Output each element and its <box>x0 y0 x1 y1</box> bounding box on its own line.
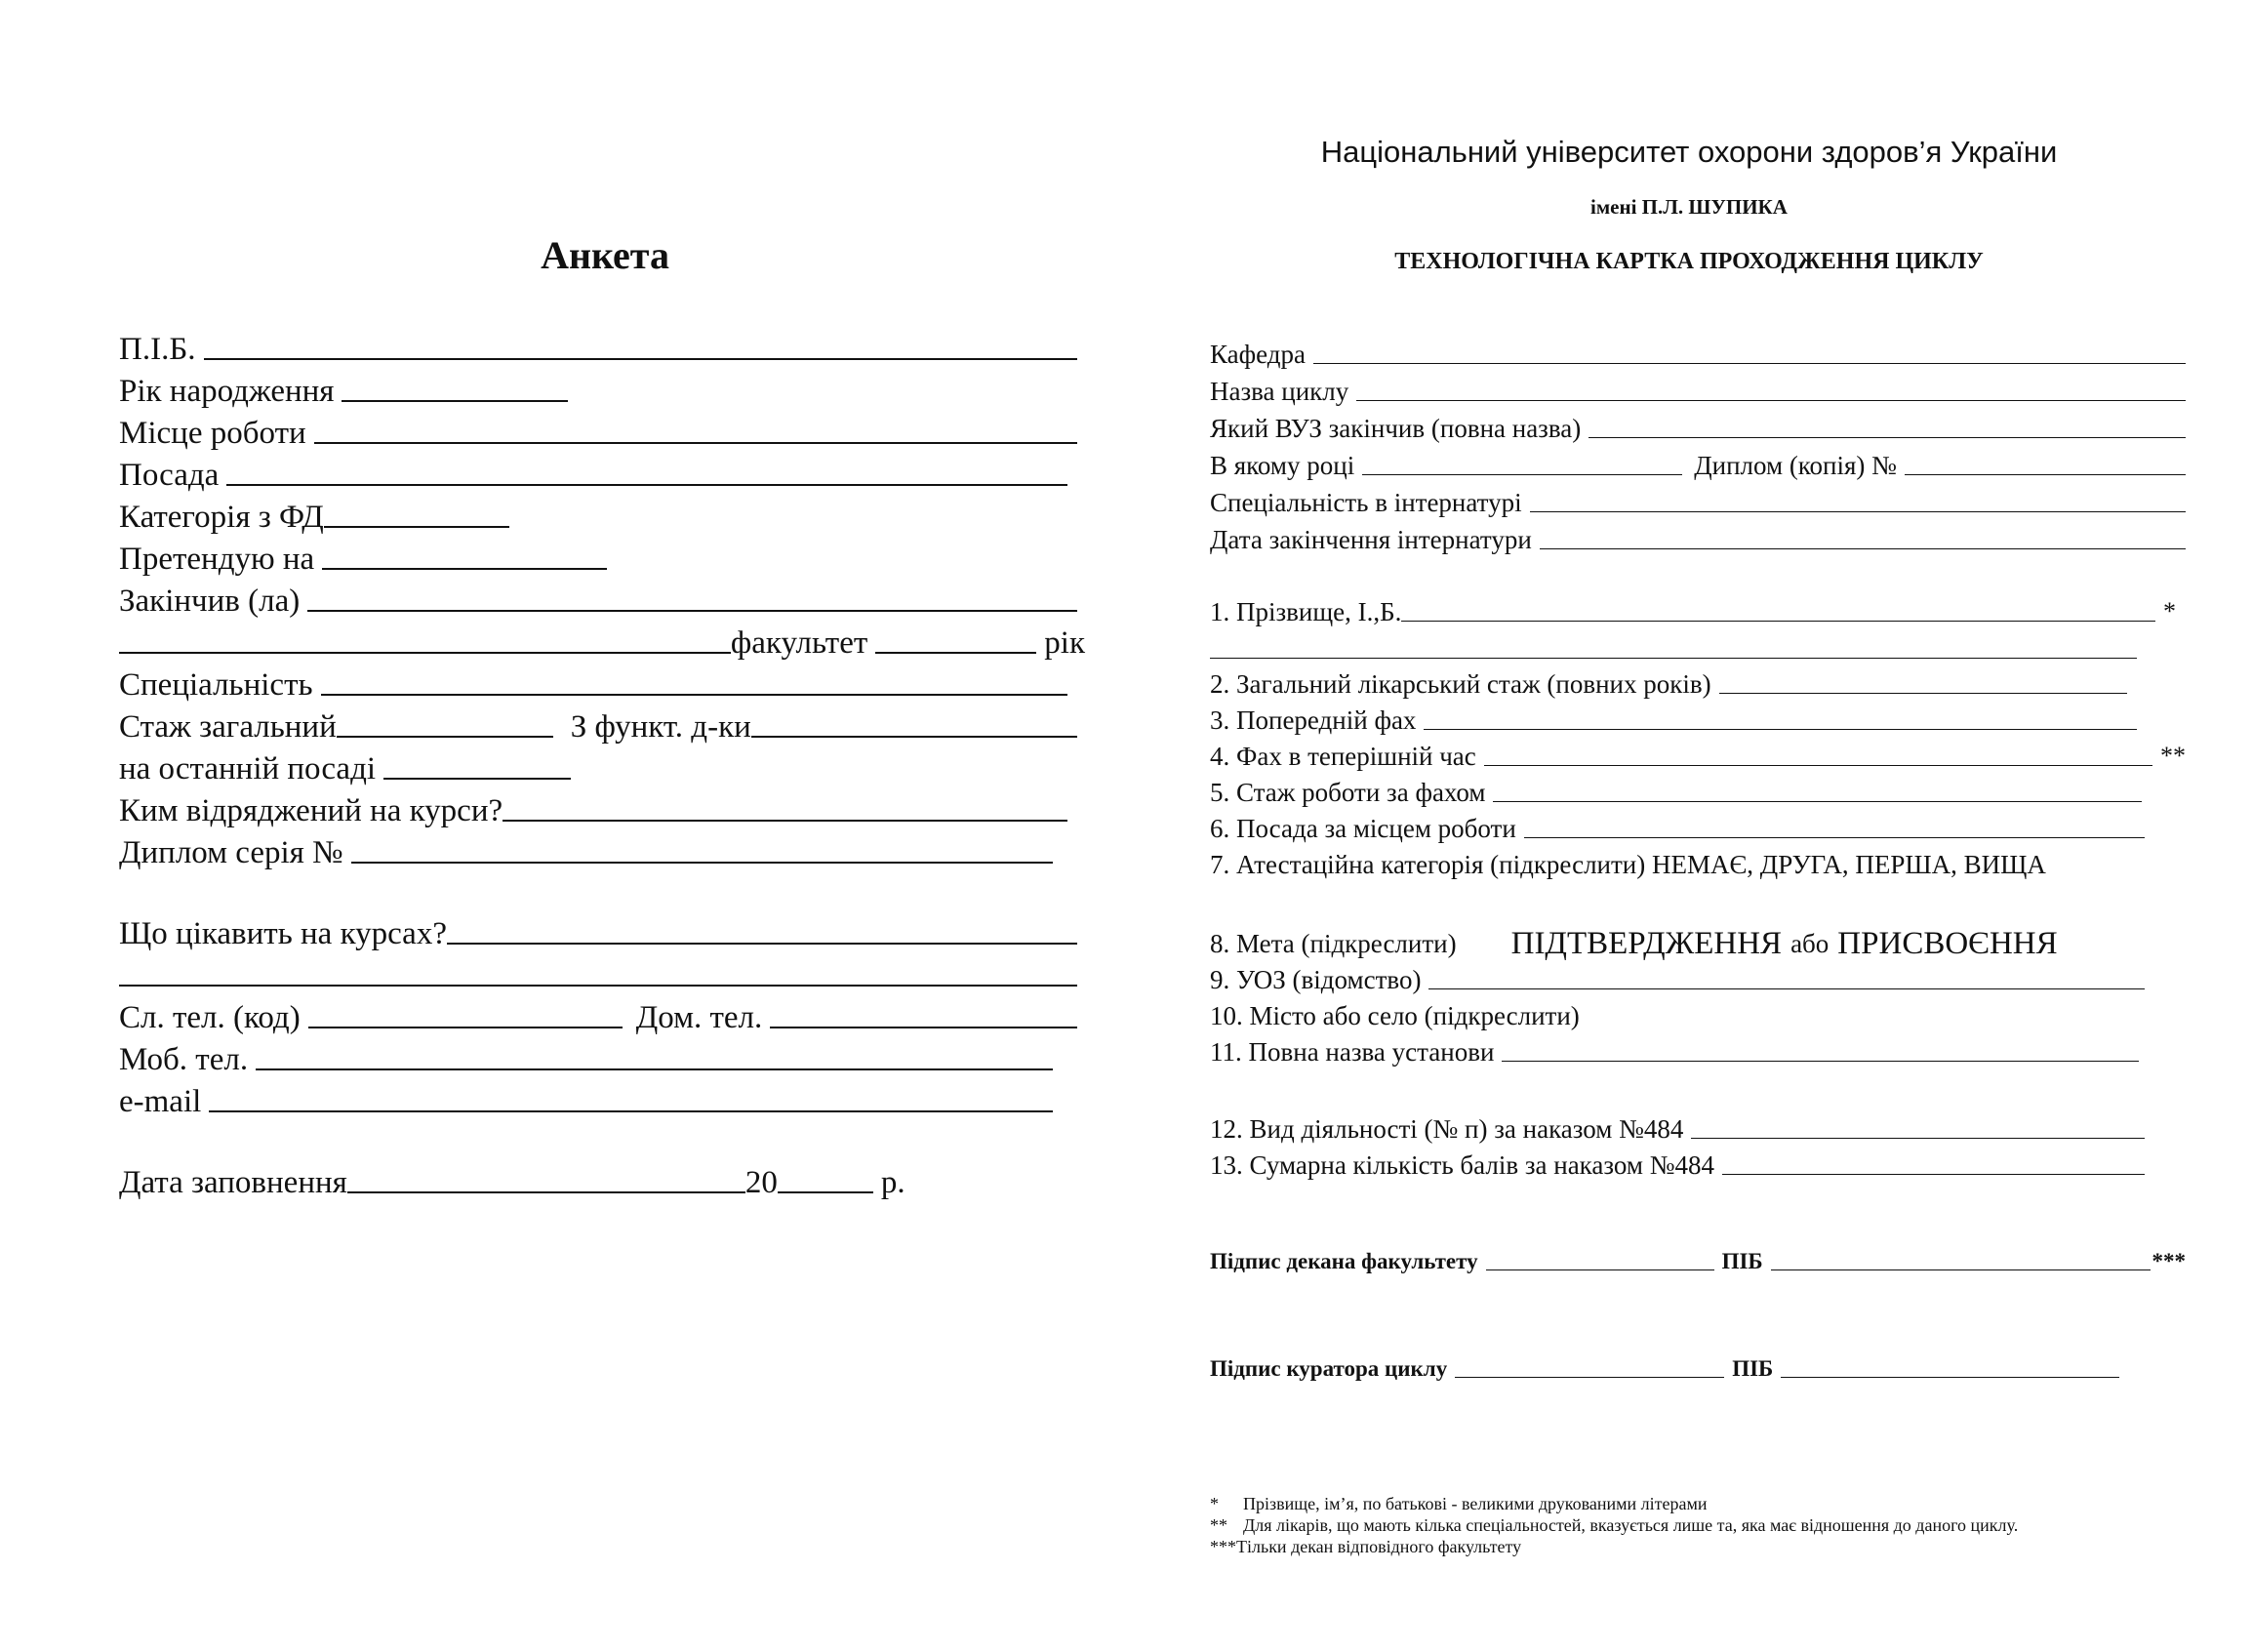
interests-row-2 <box>119 952 1085 995</box>
item-11-row <box>1210 1033 2139 1068</box>
internship-end-label: Дата закінчення інтернатури <box>1210 525 1532 554</box>
interests-field-2[interactable] <box>119 985 1077 987</box>
workplace-field[interactable] <box>314 442 1077 444</box>
dean-mark: *** <box>2151 1249 2186 1273</box>
item-1-row-2 <box>1210 630 2137 665</box>
category-label: Категорія з ФД <box>119 500 324 535</box>
applying-field[interactable] <box>322 568 607 570</box>
birth-year-label: Рік народження <box>119 374 335 409</box>
cycle-name-label: Назва циклу <box>1210 377 1349 406</box>
mobile-field[interactable] <box>256 1068 1053 1070</box>
item-13-label: 13. Сумарна кількість балів за наказом №484 <box>1210 1150 1714 1180</box>
diploma-field[interactable] <box>351 862 1053 864</box>
footnote-1-text: Прізвище, ім’я, по батькові - великими друкованими літерами <box>1243 1494 1708 1513</box>
pib-label: П.І.Б. <box>119 332 196 367</box>
item-2-row <box>1210 665 2127 701</box>
purpose-assign-option[interactable]: ПРИСВОЄННЯ <box>1837 926 2058 961</box>
year-suffix: р. <box>880 1165 905 1200</box>
curator-signature-row <box>1210 1352 2119 1384</box>
faculty-year-field[interactable] <box>875 652 1036 654</box>
grad-year-row <box>1210 447 2186 482</box>
footnote-3-text: Тільки декан відповідного факультету <box>1236 1537 1522 1556</box>
item-9-field[interactable] <box>1428 988 2145 989</box>
item-5-label: 5. Стаж роботи за фахом <box>1210 778 1486 807</box>
graduated-field[interactable] <box>307 610 1077 612</box>
diploma-copy-label: Диплом (копія) № <box>1694 451 1897 480</box>
dean-signature-row <box>1210 1245 2186 1276</box>
item-9-row <box>1210 961 2145 996</box>
internship-end-row <box>1210 521 2186 556</box>
grad-year-label: В якому році <box>1210 451 1355 480</box>
internship-specialty-row <box>1210 484 2186 519</box>
sent-by-field[interactable] <box>503 820 1067 822</box>
work-phone-field[interactable] <box>308 1027 623 1028</box>
item-2-field[interactable] <box>1719 693 2127 694</box>
applying-label: Претендую на <box>119 542 315 577</box>
interests-row <box>119 910 1085 953</box>
department-field[interactable] <box>1313 363 2186 364</box>
footnote-3 <box>1210 1536 2186 1557</box>
email-row <box>119 1078 1061 1121</box>
department-row <box>1210 336 2186 371</box>
mobile-label: Моб. тел. <box>119 1042 249 1077</box>
item-12-label: 12. Вид діяльності (№ п) за наказом №484 <box>1210 1114 1684 1144</box>
curator-signature-field[interactable] <box>1455 1377 1724 1378</box>
footnote-2-text: Для лікарів, що мають кілька спеціальностей, вказується лише та, яка має відношення до даного циклу. <box>1243 1515 2019 1535</box>
internship-specialty-label: Спеціальність в інтернатурі <box>1210 488 1522 517</box>
university-grad-label: Який ВУЗ закінчив (повна назва) <box>1210 414 1582 443</box>
sent-by-row <box>119 787 1075 830</box>
grad-year-field[interactable] <box>1362 474 1682 475</box>
item-8-row <box>1210 925 2186 960</box>
diploma-label: Диплом серія № <box>119 835 343 870</box>
footnote-1 <box>1210 1493 2186 1514</box>
item-7-row <box>1210 846 2186 881</box>
birth-year-field[interactable] <box>342 400 568 402</box>
item-4-row <box>1210 738 2186 773</box>
cycle-name-row <box>1210 373 2186 408</box>
applying-row <box>119 536 1085 579</box>
pib-field[interactable] <box>204 358 1077 360</box>
footnote-1-mark: * <box>1210 1494 1219 1513</box>
item-3-label: 3. Попередній фах <box>1210 705 1417 735</box>
fill-date-field[interactable] <box>347 1191 745 1193</box>
item-9-label: 9. УОЗ (відомство) <box>1210 965 1422 994</box>
item-1-label: 1. Прізвище, І.,Б. <box>1210 597 1402 626</box>
item-4-field[interactable] <box>1484 765 2152 766</box>
graduated-label: Закінчив (ла) <box>119 584 301 619</box>
phones-row <box>119 994 1085 1037</box>
item-10-label: 10. Місто або село (підкреслити) <box>1210 1001 1580 1030</box>
item-1-mark: * <box>2163 597 2176 625</box>
last-position-row <box>119 745 1085 788</box>
item-12-field[interactable] <box>1691 1138 2145 1139</box>
institution-field[interactable] <box>119 652 731 654</box>
item-7-label: 7. Атестаційна категорія (підкреслити) НЕМАЄ, ДРУГА, ПЕРША, ВИЩА <box>1210 850 2046 879</box>
func-exp-label: З функт. д-ки <box>570 709 751 745</box>
home-phone-field[interactable] <box>770 1027 1077 1028</box>
item-5-field[interactable] <box>1493 801 2142 802</box>
experience-row <box>119 704 1085 746</box>
diploma-row <box>119 829 1061 872</box>
item-10-row <box>1210 997 2186 1032</box>
fill-year-field[interactable] <box>778 1191 873 1193</box>
item-1-field-2[interactable] <box>1210 658 2137 659</box>
footnote-3-mark: *** <box>1210 1537 1236 1556</box>
specialty-field[interactable] <box>321 694 1067 696</box>
footnote-2-mark: ** <box>1210 1515 1227 1535</box>
position-row <box>119 452 1075 495</box>
item-1-field[interactable] <box>1401 621 2155 622</box>
last-position-field[interactable] <box>383 778 571 780</box>
fill-date-row <box>119 1159 1085 1202</box>
item-4-mark: ** <box>2160 742 2186 770</box>
curator-pib-field[interactable] <box>1781 1377 2119 1378</box>
item-8-label: 8. Мета (підкреслити) <box>1210 929 1457 958</box>
item-13-row <box>1210 1147 2145 1182</box>
workplace-row <box>119 410 1085 453</box>
university-name: імені П.Л. ШУПИКА <box>1590 195 1788 219</box>
item-6-row <box>1210 810 2145 845</box>
total-exp-field[interactable] <box>337 736 553 738</box>
questionnaire-title: Анкета <box>541 233 669 277</box>
item-11-label: 11. Повна назва установи <box>1210 1037 1495 1067</box>
graduated-row <box>119 578 1085 621</box>
item-12-row <box>1210 1110 2145 1146</box>
interests-label: Що цікавить на курсах? <box>119 916 447 951</box>
work-phone-label: Сл. тел. (код) <box>119 1000 301 1035</box>
faculty-row <box>119 620 1085 663</box>
year-label: рік <box>1044 625 1085 661</box>
purpose-confirm-option[interactable]: ПІДТВЕРДЖЕННЯ <box>1510 926 1783 961</box>
pib-row <box>119 326 1085 369</box>
purpose-or: або <box>1790 929 1830 958</box>
item-3-row <box>1210 702 2137 737</box>
birth-year-row <box>119 368 1085 411</box>
last-position-label: на останній посаді <box>119 751 377 786</box>
item-4-label: 4. Фах в теперішній час <box>1210 742 1476 771</box>
tech-card-title: ТЕХНОЛОГІЧНА КАРТКА ПРОХОДЖЕННЯ ЦИКЛУ <box>1394 249 1984 274</box>
curator-pib-label: ПІБ <box>1732 1356 1774 1381</box>
position-label: Посада <box>119 458 220 493</box>
department-label: Кафедра <box>1210 340 1306 369</box>
position-field[interactable] <box>226 484 1067 486</box>
diploma-copy-field[interactable] <box>1905 474 2186 475</box>
category-row <box>119 494 1085 537</box>
item-3-field[interactable] <box>1424 729 2137 730</box>
interests-field[interactable] <box>447 943 1077 945</box>
specialty-label: Спеціальність <box>119 667 313 703</box>
internship-end-field[interactable] <box>1540 548 2186 549</box>
year-prefix: 20 <box>744 1165 778 1200</box>
dean-pib-label: ПІБ <box>1721 1249 1763 1273</box>
func-exp-field[interactable] <box>751 736 1077 738</box>
item-6-field[interactable] <box>1524 837 2145 838</box>
internship-specialty-field[interactable] <box>1530 511 2186 512</box>
university-grad-field[interactable] <box>1588 437 2186 438</box>
email-field[interactable] <box>209 1110 1053 1112</box>
sent-by-label: Ким відряджений на курси? <box>119 793 503 828</box>
total-exp-label: Стаж загальний <box>119 709 337 745</box>
item-13-field[interactable] <box>1722 1174 2145 1175</box>
workplace-label: Місце роботи <box>119 416 306 451</box>
dean-pib-field[interactable] <box>1771 1269 2151 1270</box>
cycle-name-field[interactable] <box>1356 400 2186 401</box>
item-11-field[interactable] <box>1502 1061 2139 1062</box>
university-title: Національний університет охорони здоров’я України <box>1320 135 2058 169</box>
curator-signature-label: Підпис куратора циклу <box>1210 1356 1448 1381</box>
specialty-row <box>119 662 1075 705</box>
item-6-label: 6. Посада за місцем роботи <box>1210 814 1516 843</box>
home-phone-label: Дом. тел. <box>635 1000 763 1035</box>
dean-signature-field[interactable] <box>1486 1269 1714 1270</box>
item-1-row <box>1210 593 2186 628</box>
fill-date-label: Дата заповнення <box>119 1165 347 1200</box>
mobile-row <box>119 1036 1061 1079</box>
item-5-row <box>1210 774 2142 809</box>
university-grad-row <box>1210 410 2186 445</box>
category-field[interactable] <box>324 526 509 528</box>
item-2-label: 2. Загальний лікарський стаж (повних років) <box>1210 669 1711 699</box>
footnote-2 <box>1210 1514 2186 1536</box>
dean-signature-label: Підпис декана факультету <box>1210 1249 1478 1273</box>
email-label: e-mail <box>119 1084 202 1119</box>
faculty-label: факультет <box>730 625 868 661</box>
